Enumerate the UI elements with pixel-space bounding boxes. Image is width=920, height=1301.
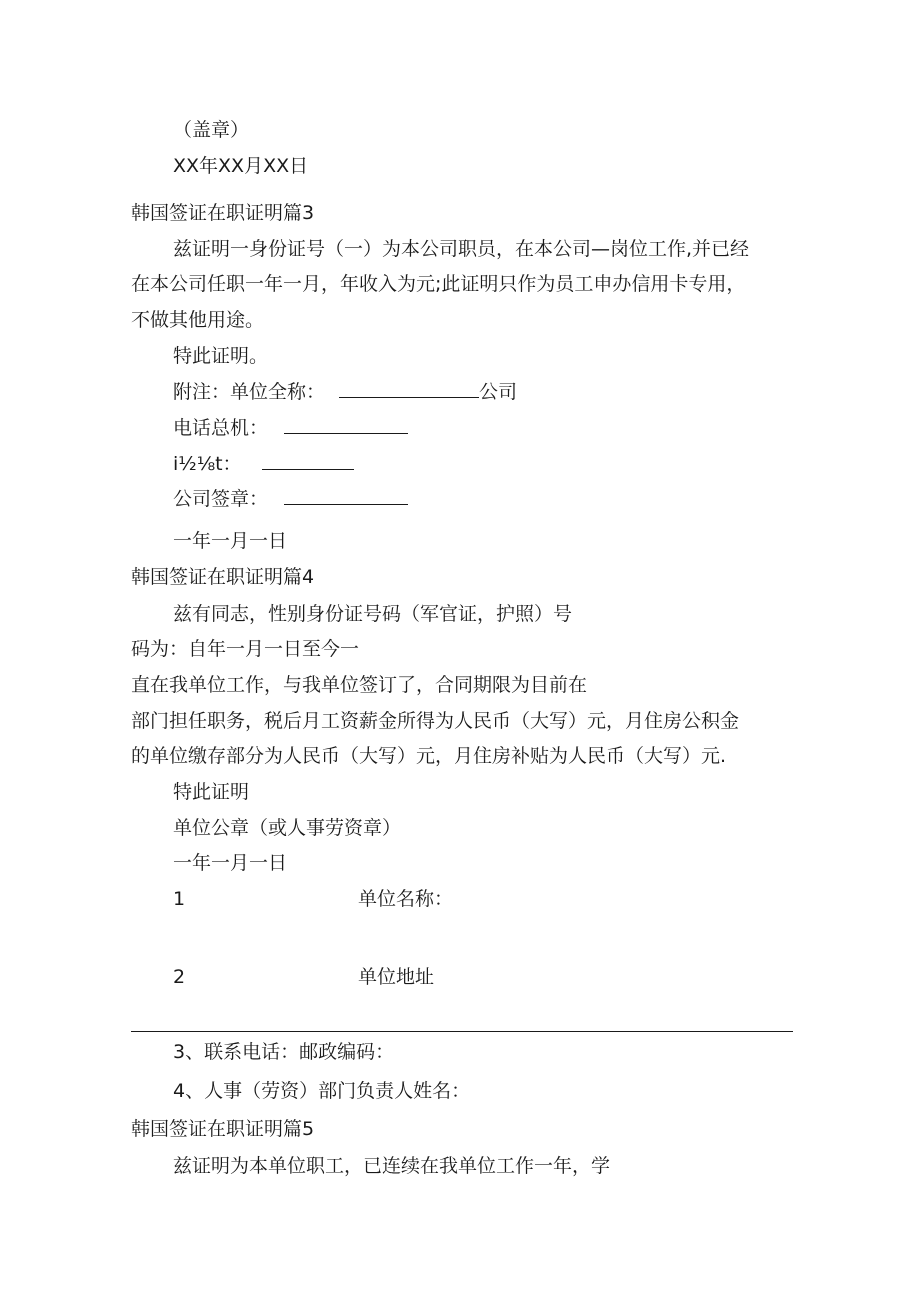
stamp-label: 公司签章：	[173, 488, 269, 510]
section4-date: 一年一月一日	[173, 852, 288, 874]
company-name-blank	[339, 379, 479, 398]
phone-blank	[284, 415, 408, 434]
section4-line1: 兹有同志，性别身份证号码（军官证，护照）号	[173, 603, 573, 625]
date-top: XX年XX月XX日	[173, 155, 309, 177]
phone-label: 电话总机：	[173, 417, 269, 439]
section3-para-line2: 在本公司任职一年一月，年收入为元;此证明只作为员工申办信用卡专用，	[131, 273, 746, 295]
section4-line2: 码为：自年一月一日至今一	[131, 638, 360, 660]
note-label: 附注：单位全称：	[173, 381, 326, 403]
section5-title: 韩国签证在职证明篇5	[131, 1118, 315, 1140]
stamp-blank	[284, 486, 408, 505]
garbled-blank	[262, 451, 354, 470]
section3-title: 韩国签证在职证明篇3	[131, 202, 315, 224]
item1-label: 单位名称：	[358, 888, 454, 910]
stamp-row	[173, 486, 408, 511]
section3-para-line3: 不做其他用途。	[131, 309, 265, 331]
phone-row	[173, 415, 408, 440]
section4-line5: 的单位缴存部分为人民币（大写）元，月住房补贴为人民币（大写）元.	[131, 745, 727, 767]
section3-special: 特此证明。	[173, 345, 269, 367]
horizontal-rule	[131, 1031, 793, 1032]
section4-line4: 部门担任职务，税后月工资薪金所得为人民币（大写）元，月住房公积金	[131, 710, 740, 732]
item2-label: 单位地址	[358, 966, 435, 988]
item1-number: 1	[173, 888, 186, 910]
section3-date: 一年一月一日	[173, 530, 288, 552]
garbled-label: i½⅛t：	[173, 453, 242, 475]
section5-line1: 兹证明为本单位职工，已连续在我单位工作一年，学	[173, 1155, 611, 1177]
section4-line3: 直在我单位工作，与我单位签订了，合同期限为目前在	[131, 674, 588, 696]
item3: 3、联系电话：邮政编码：	[173, 1041, 395, 1063]
note-row	[173, 379, 517, 404]
section3-para-line1: 兹证明一身份证号（一）为本公司职员，在本公司—岗位工作,并已经	[173, 238, 750, 260]
seal-line: （盖章）	[173, 119, 250, 141]
item2-number: 2	[173, 966, 186, 988]
garbled-row	[173, 451, 354, 476]
section4-seal: 单位公章（或人事劳资章）	[173, 817, 402, 839]
item4: 4、人事（劳资）部门负责人姓名：	[173, 1080, 471, 1102]
note-suffix: 公司	[479, 381, 518, 403]
section4-title: 韩国签证在职证明篇4	[131, 566, 315, 588]
section4-special: 特此证明	[173, 781, 250, 803]
